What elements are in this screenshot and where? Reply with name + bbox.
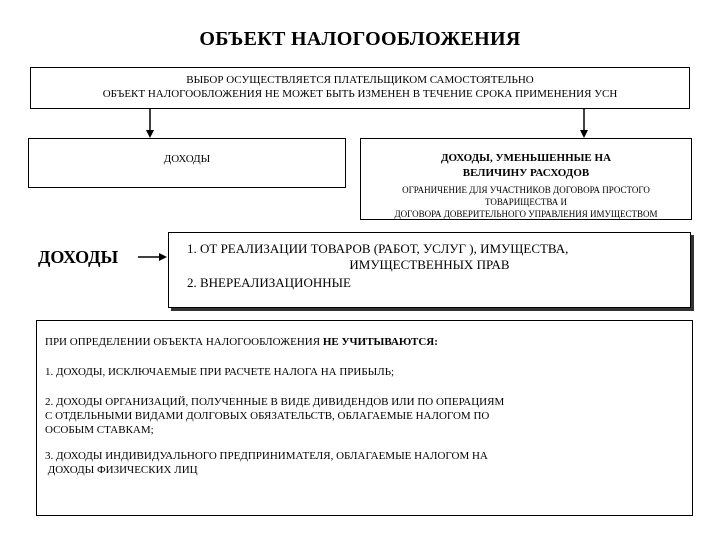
income-list-item-2: 2. ВНЕРЕАЛИЗАЦИОННЫЕ — [187, 275, 351, 290]
exclusions-heading-emphasis: НЕ УЧИТЫВАЮТСЯ: — [322, 336, 438, 348]
income-list-box — [168, 232, 691, 308]
exclusions-heading — [45, 335, 684, 349]
exclusion-item-1: 1. ДОХОДЫ, ИСКЛЮЧАЕМЫЕ ПРИ РАСЧЕТЕ НАЛОГА НА ПРИБЫЛЬ; — [45, 366, 395, 378]
choice-line-2: ОБЪЕКТ НАЛОГООБЛОЖЕНИЯ НЕ МОЖЕТ БЫТЬ ИЗМЕНЕН В ТЕЧЕНИЕ СРОКА ПРИМЕНЕНИЯ УСН — [102, 88, 618, 100]
income-minus-expenses-line-2: ВЕЛИЧИНУ РАСХОДОВ — [462, 167, 590, 179]
exclusion-item-3-line-2: ДОХОДЫ ФИЗИЧЕСКИХ ЛИЦ — [45, 464, 198, 476]
income-option-label: ДОХОДЫ — [163, 153, 211, 165]
restriction-note-3: ДОГОВОРА ДОВЕРИТЕЛЬНОГО УПРАВЛЕНИЯ ИМУЩЕСТВОМ — [394, 209, 658, 219]
arrow-head-income — [146, 130, 154, 138]
exclusion-item-3 — [45, 449, 684, 477]
income-list-item-1-cont: ИМУЩЕСТВЕННЫХ ПРАВ — [349, 257, 510, 272]
income-minus-expenses-box — [360, 138, 692, 220]
exclusions-box — [36, 320, 693, 516]
income-label: ДОХОДЫ — [38, 247, 119, 267]
exclusions-heading-prefix: ПРИ ОПРЕДЕЛЕНИИ ОБЪЕКТА НАЛОГООБЛОЖЕНИЯ — [45, 336, 323, 348]
restriction-note-1: ОГРАНИЧЕНИЕ ДЛЯ УЧАСТНИКОВ ДОГОВОРА ПРОСТОГО — [402, 185, 650, 195]
arrow-head-income-minus-expenses — [580, 130, 588, 138]
income-option-box — [28, 138, 346, 188]
exclusion-item-2 — [45, 395, 684, 437]
choice-line-1: ВЫБОР ОСУЩЕСТВЛЯЕТСЯ ПЛАТЕЛЬЩИКОМ САМОСТОЯТЕЛЬНО — [186, 74, 534, 86]
exclusion-item-2-line-1: 2. ДОХОДЫ ОРГАНИЗАЦИЙ, ПОЛУЧЕННЫЕ В ВИДЕ ДИВИДЕНДОВ ИЛИ ПО ОПЕРАЦИЯМ — [45, 396, 505, 408]
diagram-title: ОБЪЕКТ НАЛОГООБЛОЖЕНИЯ — [199, 28, 521, 50]
exclusion-item-3-line-1: 3. ДОХОДЫ ИНДИВИДУАЛЬНОГО ПРЕДПРИНИМАТЕЛЯ, ОБЛАГАЕМЫЕ НАЛОГОМ НА — [45, 450, 488, 462]
exclusion-item-2-line-3: ОСОБЫМ СТАВКАМ; — [45, 424, 154, 436]
income-minus-expenses-line-1: ДОХОДЫ, УМЕНЬШЕННЫЕ НА — [440, 152, 612, 164]
restriction-note-2: ТОВАРИЩЕСТВА И — [484, 197, 568, 207]
exclusion-item-2-line-2: С ОТДЕЛЬНЫМИ ВИДАМИ ДОЛГОВЫХ ОБЯЗАТЕЛЬСТВ, ОБЛАГАЕМЫЕ НАЛОГОМ ПО — [45, 410, 490, 422]
income-list-item-1: 1. ОТ РЕАЛИЗАЦИИ ТОВАРОВ (РАБОТ, УСЛУГ ), ИМУЩЕСТВА, — [187, 241, 569, 256]
arrow-head-income-list — [159, 253, 167, 261]
